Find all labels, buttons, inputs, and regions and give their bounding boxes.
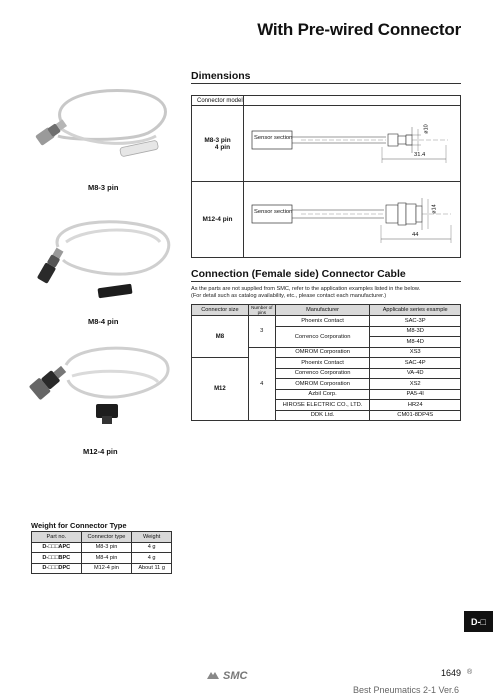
footer-text: Best Pneumatics 2-1 Ver.6 xyxy=(352,685,459,695)
cable-note-1: As the parts are not supplied from SMC, refer to the application examples listed in the below. xyxy=(191,286,421,292)
dim-model-m8: M8-3 pin 4 pin xyxy=(192,106,244,182)
cable-pins-m8-3: 3 xyxy=(248,316,275,348)
cable-series: CM01-8DP4S xyxy=(370,410,461,421)
weight-header-weight: Weight xyxy=(132,532,172,543)
cable-mfr: DDK Ltd. xyxy=(275,410,370,421)
photo-label-m8-4pin: M8-4 pin xyxy=(88,317,119,326)
photo-label-m8-3pin: M8-3 pin xyxy=(88,183,119,192)
cable-series: VA-4D xyxy=(370,368,461,379)
cable-mfr: Correnco Corporation xyxy=(275,368,370,379)
page-title: With Pre-wired Connector xyxy=(257,20,461,39)
smc-logo: SMC xyxy=(206,670,247,682)
dim-length-m12: 44 xyxy=(412,232,419,238)
weight-header-part: Part no. xyxy=(32,532,82,543)
table-row: D-□□□DPC M12-4 pin About 11 g xyxy=(32,563,172,574)
cable-series: HR24 xyxy=(370,400,461,411)
cable-series: M8-4D xyxy=(370,337,461,348)
cable-mfr: OMROM Corporation xyxy=(275,379,370,390)
dimensions-header: Connector model xyxy=(192,96,244,106)
weight-header-type: Connector type xyxy=(81,532,132,543)
dim-model-m12: M12-4 pin xyxy=(192,182,244,258)
cable-note-2: (For detail such as catalog availability, etc., please contact each manufacturer.) xyxy=(191,293,387,299)
dim-length-m8: 31.4 xyxy=(414,152,426,158)
dim-drawing-m12 xyxy=(244,182,461,258)
table-row: D-□□□BPC M8-4 pin 4 g xyxy=(32,553,172,564)
cable-title: Connection (Female side) Connector Cable xyxy=(191,268,406,280)
cable-size-m8: M8 xyxy=(192,316,249,358)
cable-series: SAC-3P xyxy=(370,316,461,327)
cable-mfr: OMROM Corporation xyxy=(275,347,370,358)
cable-header-size: Connector size xyxy=(192,305,249,316)
cable-header-series: Applicable series example xyxy=(370,305,461,316)
section-tab-badge[interactable]: D-□ xyxy=(464,611,493,632)
cable-series: XS2 xyxy=(370,379,461,390)
dim-sensor-label-m8: Sensor section xyxy=(254,135,293,141)
cable-series: M8-3D xyxy=(370,326,461,337)
cable-mfr: Azbil Corp. xyxy=(275,389,370,400)
page-number-mark: ® xyxy=(467,669,473,676)
cable-header-pins: Number of pins xyxy=(248,305,275,316)
cable-rule xyxy=(191,281,461,282)
cable-series: SAC-4P xyxy=(370,358,461,369)
cable-mfr: Correnco Corporation xyxy=(275,326,370,347)
dimensions-table xyxy=(191,95,461,258)
cable-mfr: Phoenix Contact xyxy=(275,316,370,327)
cable-size-m12: M12 xyxy=(192,358,249,421)
smc-logo-icon xyxy=(206,671,220,681)
cable-header-manufacturer: Manufacturer xyxy=(275,305,370,316)
dim-dia-m12: ø14 xyxy=(431,204,438,214)
cable-series: PA5-4I xyxy=(370,389,461,400)
product-photo-m8-3pin xyxy=(28,78,176,178)
weight-title: Weight for Connector Type xyxy=(31,521,127,530)
cable-table xyxy=(191,304,461,421)
cable-mfr: Phoenix Contact xyxy=(275,358,370,369)
product-photo-m12-4pin xyxy=(28,340,176,440)
page-number: 1649 xyxy=(441,668,462,678)
weight-table xyxy=(31,531,172,574)
dim-dia-m8: ø10 xyxy=(423,124,430,134)
dimensions-title: Dimensions xyxy=(191,70,251,82)
table-row: D-□□□APC M8-3 pin 4 g xyxy=(32,542,172,553)
cable-series: XS3 xyxy=(370,347,461,358)
dimensions-rule xyxy=(191,83,461,84)
photo-label-m12-4pin: M12-4 pin xyxy=(83,447,118,456)
cable-mfr: HIROSE ELECTRIC CO., LTD. xyxy=(275,400,370,411)
dim-sensor-label-m12: Sensor section xyxy=(254,209,293,215)
cable-pins-4: 4 xyxy=(248,347,275,421)
product-photo-m8-4pin xyxy=(28,212,176,312)
dim-drawing-m8 xyxy=(244,106,461,182)
